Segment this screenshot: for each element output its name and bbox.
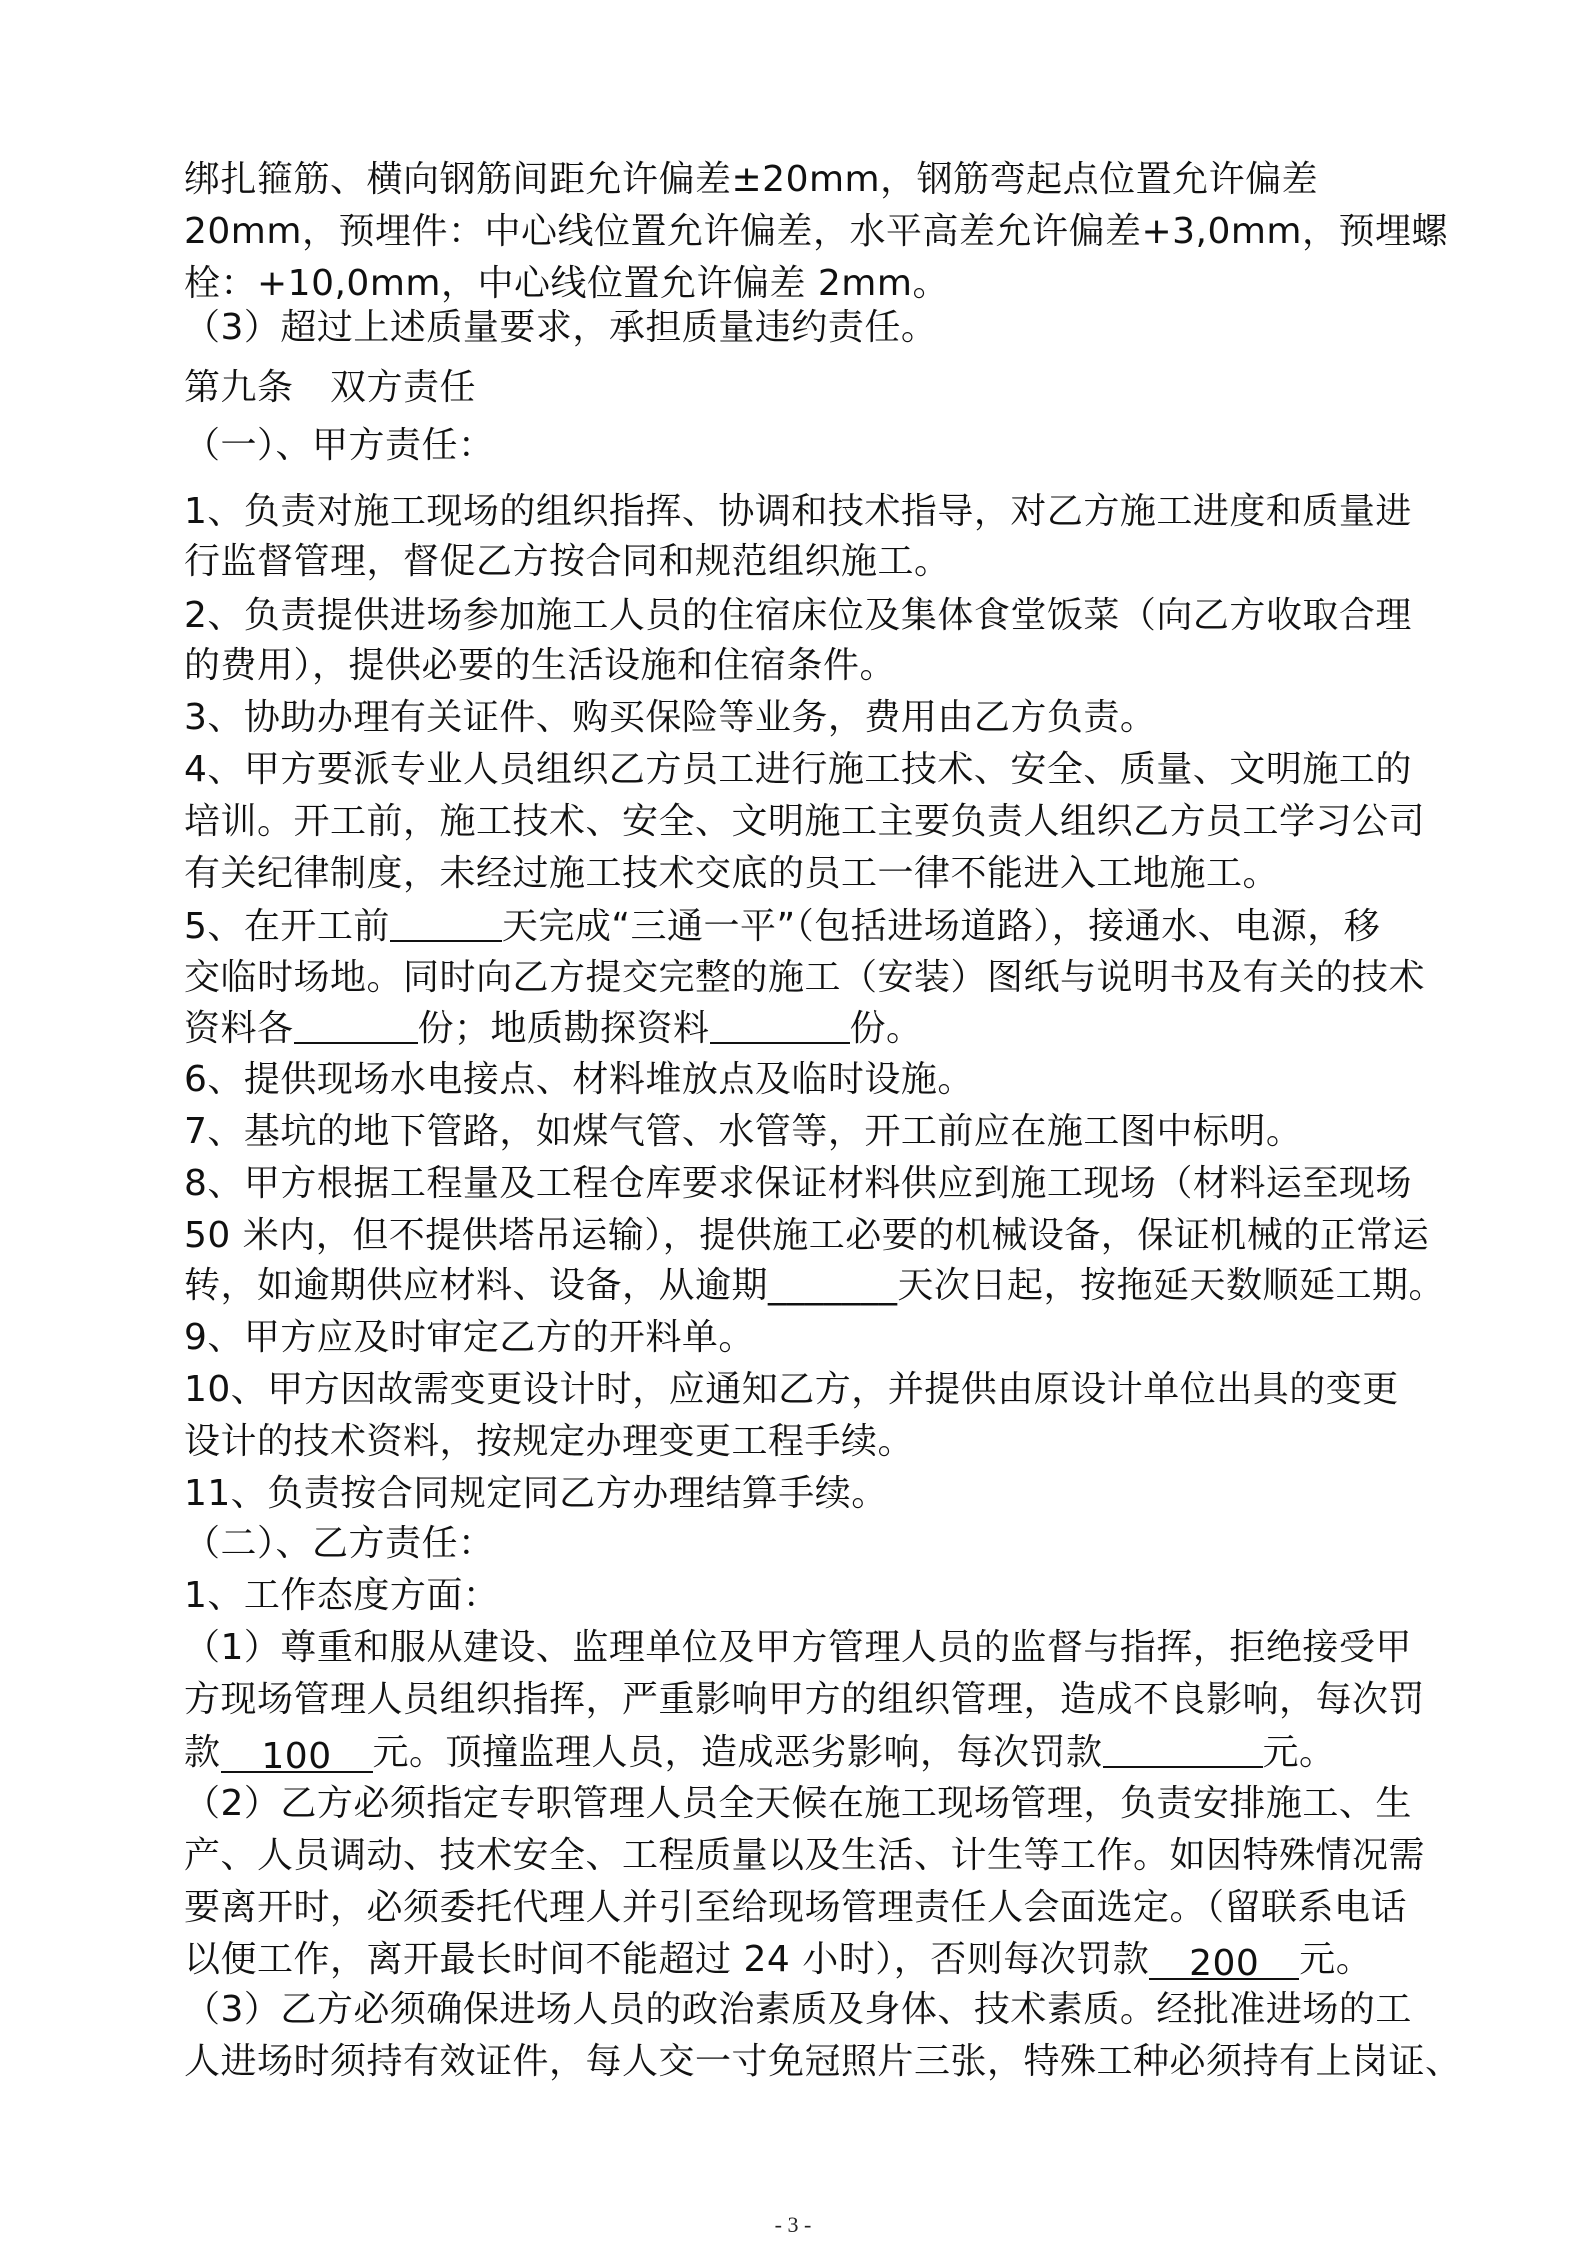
blank-days (390, 904, 502, 942)
text-line: 人进场时须持有效证件，每人交一寸免冠照片三张，特殊工种必须持有上岗证、 (184, 2041, 1462, 2082)
text-segment: 资料各 (184, 1008, 294, 1049)
text-line: 50 米内，但不提供塔吊运输），提供施工必要的机械设备，保证机械的正常运 (184, 1215, 1430, 1256)
fine-amount-blank: 100 (221, 1735, 373, 1773)
text-segment: 款 (184, 1732, 221, 1773)
section-heading: （一）、甲方责任： (184, 425, 495, 466)
text-line: 交临时场地。同时向乙方提交完整的施工（安装）图纸与说明书及有关的技术 (184, 957, 1426, 998)
text-line: 2、负责提供进场参加施工人员的住宿床位及集体食堂饭菜（向乙方收取合理 (184, 595, 1412, 636)
text-line: 设计的技术资料，按规定办理变更工程手续。 (184, 1421, 915, 1462)
text-line (184, 904, 1380, 949)
text-line: 的费用），提供必要的生活设施和住宿条件。 (184, 645, 897, 686)
text-segment: 天完成“三通一平”（包括进场道路），接通水、电源，移 (501, 906, 1381, 947)
text-line: 培训。开工前，施工技术、安全、文明施工主要负责人组织乙方员工学习公司 (184, 801, 1426, 842)
text-line: 转，如逾期供应材料、设备，从逾期_______天次日起，按拖延天数顺延工期。 (184, 1265, 1446, 1306)
text-segment: 份。 (849, 1008, 923, 1049)
page-number: - 3 - (774, 2212, 812, 2237)
text-line: （2）乙方必须指定专职管理人员全天候在施工现场管理，负责安排施工、生 (184, 1783, 1412, 1824)
text-line: 栓：+10,0mm，中心线位置允许偏差 2mm。 (184, 263, 949, 304)
text-line: 11、负责按合同规定同乙方办理结算手续。 (184, 1473, 888, 1514)
text-line: 8、甲方根据工程量及工程仓库要求保证材料供应到施工现场（材料运至现场 (184, 1163, 1412, 1204)
fine-amount-blank: 200 (1149, 1942, 1299, 1980)
text-line: 要离开时，必须委托代理人并引至给现场管理责任人会面选定。（留联系电话 (184, 1887, 1408, 1928)
text-line (184, 1006, 923, 1051)
blank-copies (294, 1006, 418, 1044)
text-line: 方现场管理人员组织指挥，严重影响甲方的组织管理，造成不良影响，每次罚 (184, 1679, 1426, 1720)
text-segment: 份；地质勘探资料 (417, 1008, 710, 1049)
text-segment: 以便工作，离开最长时间不能超过 24 小时），否则每次罚款 (184, 1939, 1150, 1980)
text-segment: 元。顶撞监理人员，造成恶劣影响，每次罚款 (372, 1732, 1103, 1773)
text-line: 6、提供现场水电接点、材料堆放点及临时设施。 (184, 1059, 974, 1100)
text-line: （3）超过上述质量要求，承担质量违约责任。 (184, 307, 938, 348)
text-line: 3、协助办理有关证件、购买保险等业务，费用由乙方负责。 (184, 697, 1157, 738)
text-segment: 元。 (1299, 1939, 1373, 1980)
blank-survey-copies (710, 1006, 850, 1044)
article-heading: 第九条 双方责任 (184, 367, 477, 408)
text-line: 7、基坑的地下管路，如煤气管、水管等，开工前应在施工图中标明。 (184, 1111, 1303, 1152)
text-line (184, 1938, 1372, 1982)
text-line: 有关纪律制度，未经过施工技术交底的员工一律不能进入工地施工。 (184, 853, 1280, 894)
text-line: 20mm，预埋件：中心线位置允许偏差，水平高差允许偏差+3,0mm，预埋螺 (184, 211, 1448, 252)
fine-blank (1103, 1730, 1263, 1768)
text-line: 绑扎箍筋、横向钢筋间距允许偏差±20mm，钢筋弯起点位置允许偏差 (184, 159, 1319, 200)
text-line: （1）尊重和服从建设、监理单位及甲方管理人员的监督与指挥，拒绝接受甲 (184, 1627, 1412, 1668)
text-line: 行监督管理，督促乙方按合同和规范组织施工。 (184, 541, 951, 582)
text-line: 9、甲方应及时审定乙方的开料单。 (184, 1317, 755, 1358)
text-line: 1、工作态度方面： (184, 1575, 500, 1616)
text-line: 1、负责对施工现场的组织指挥、协调和技术指导，对乙方施工进度和质量进 (184, 491, 1412, 532)
text-line: 10、甲方因故需变更设计时，应通知乙方，并提供由原设计单位出具的变更 (184, 1369, 1399, 1410)
text-line: 产、人员调动、技术安全、工程质量以及生活、计生等工作。如因特殊情况需 (184, 1835, 1426, 1876)
text-segment: 5、在开工前 (184, 906, 390, 947)
section-heading: （二）、乙方责任： (184, 1523, 495, 1564)
text-line: 4、甲方要派专业人员组织乙方员工进行施工技术、安全、质量、文明施工的 (184, 749, 1412, 790)
text-line: （3）乙方必须确保进场人员的政治素质及身体、技术素质。经批准进场的工 (184, 1989, 1412, 2030)
text-line (184, 1730, 1336, 1775)
text-segment: 元。 (1262, 1732, 1336, 1773)
